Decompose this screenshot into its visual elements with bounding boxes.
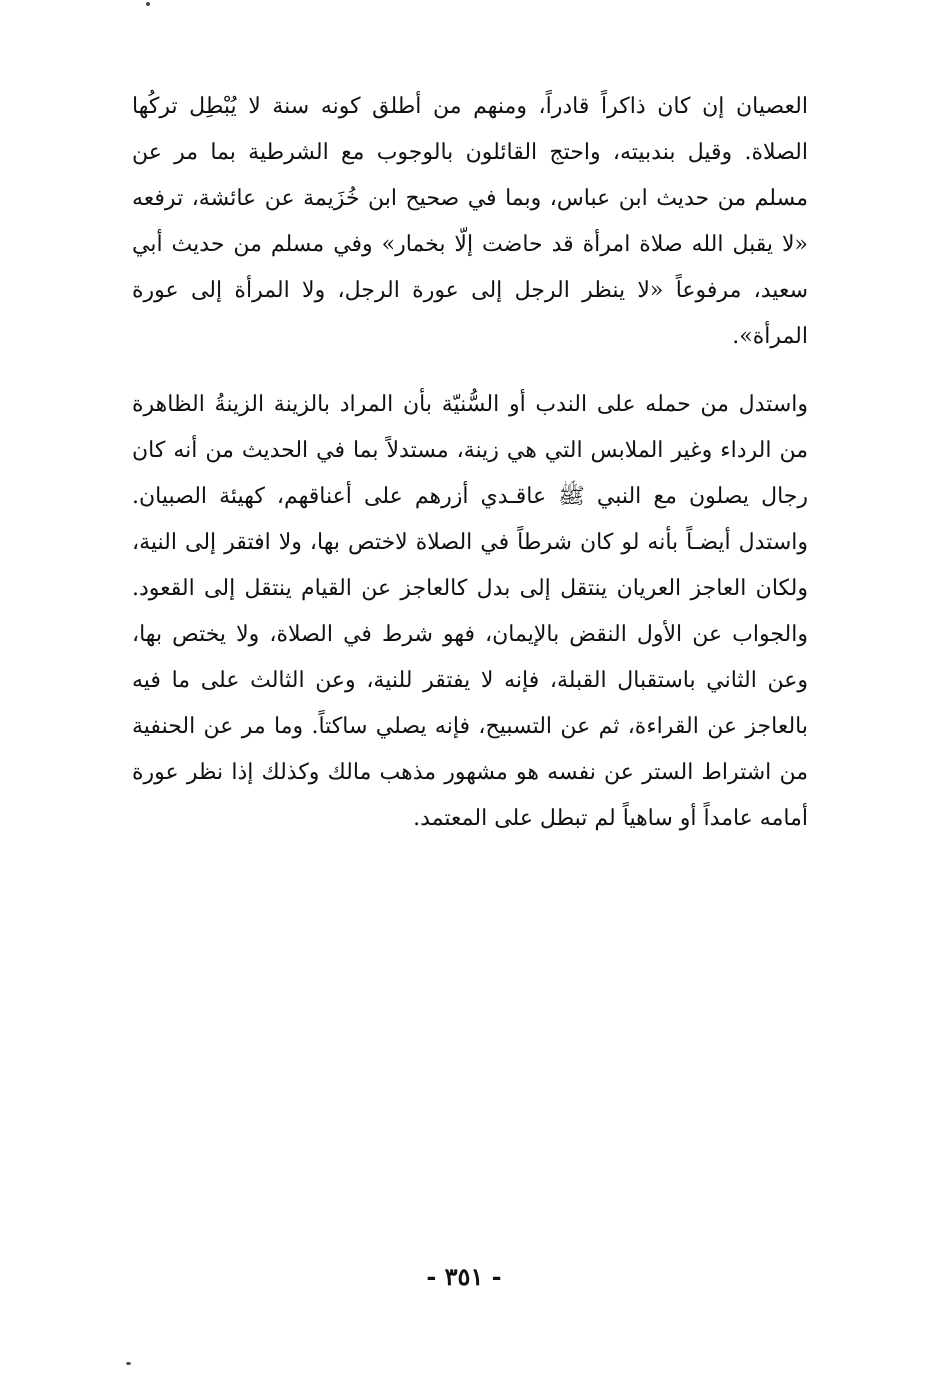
scan-speck bbox=[146, 2, 150, 6]
body-text bbox=[132, 84, 808, 842]
paragraph-1: العصيان إن كان ذاكراً قادراً، ومنهم من أطلق كونه سنة لا يُبْطِل تركُها الصلاة. وقيل بندبيته، واحتج القائلون بالوجوب مع الشرطية بما مر عن مسلم من حديث ابن عباس، وبما في صحيح ابن خُزَيمة عن عائشة، ترفعه «لا يقبل الله صلاة امرأة قد حاضت إلّا بخمار» وفي مسلم من حديث أبي سعيد، مرفوعاً «لا ينظر الرجل إلى عورة الرجل، ولا المرأة إلى عورة المرأة». bbox=[132, 94, 808, 349]
scan-speck bbox=[126, 1362, 131, 1365]
paragraph-2: واستدل من حمله على الندب أو السُّنيّة بأن المراد بالزينة الزينةُ الظاهرة من الرداء وغير الملابس التي هي زينة، مستدلاً بما في الحديث من أنه كان رجال يصلون مع النبي ﷺ عاقـدي أزرهم على أعناقهم، كهيئة الصبيان. واستدل أيضـاً بأنه لو كان شرطاً في الصلاة لاختص بها، ولا افتقر إلى النية، ولكان العاجز العريان ينتقل إلى بدل كالعاجز عن القيام ينتقل إلى القعود. والجواب عن الأول النقض بالإيمان، فهو شرط في الصلاة، ولا يختص بها، وعن الثاني باستقبال القبلة، فإنه لا يفتقر للنية، وعن الثالث على ما فيه بالعاجز عن القراءة، ثم عن التسبيح، فإنه يصلي ساكتاً. وما مر عن الحنفية من اشتراط الستر عن نفسه هو مشهور مذهب مالك وكذلك إذا نظر عورة أمامه عامداً أو ساهياً لم تبطل على المعتمد. bbox=[132, 392, 808, 831]
page-number: - ٣٥١ - bbox=[426, 1262, 502, 1291]
